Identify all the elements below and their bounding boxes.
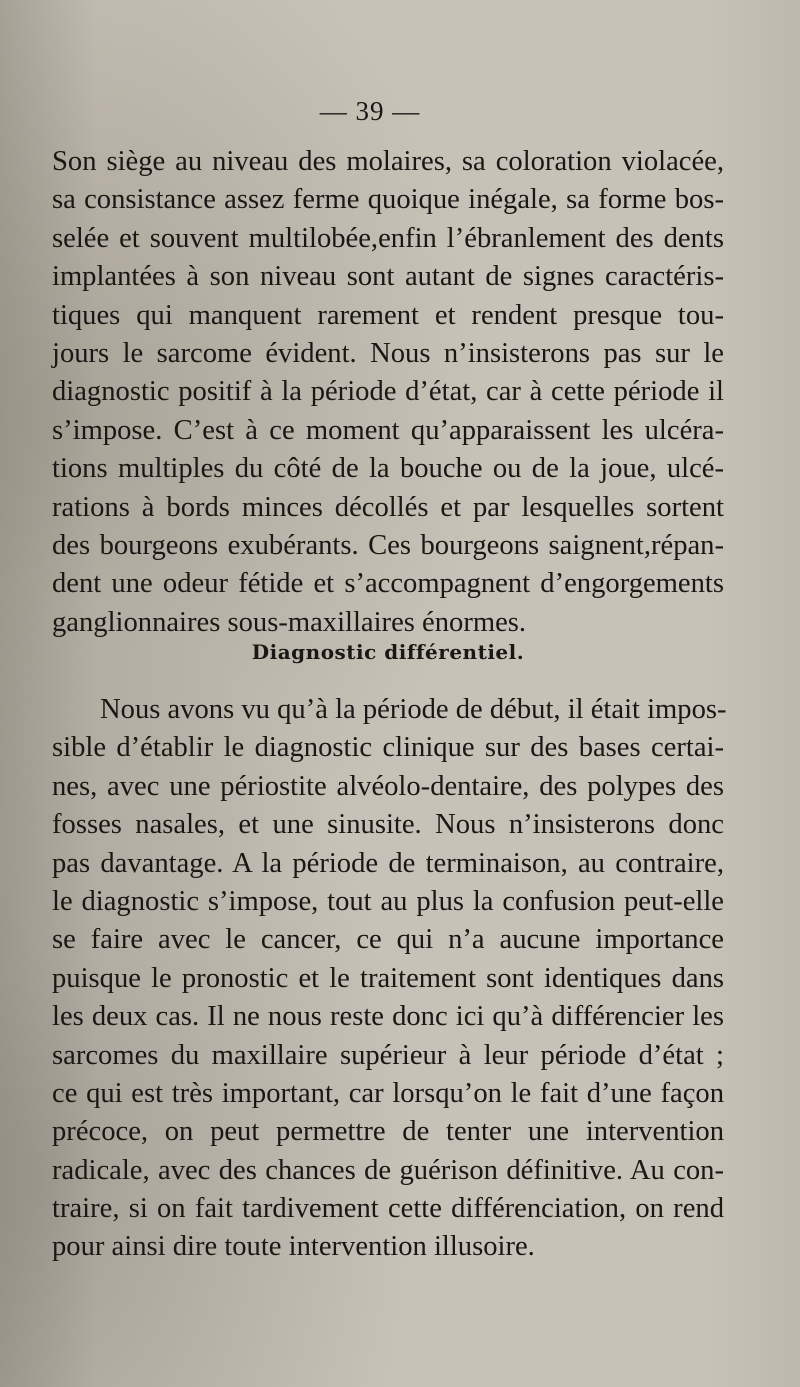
text-line: sarcomes du maxillaire supérieur à leur période d’état ;: [52, 1039, 724, 1071]
text-line: traire, si on fait tardivement cette différenciation, on rend: [52, 1193, 724, 1225]
text-line: jours le sarcome évident. Nous n’insisterons pas sur le: [52, 337, 724, 369]
text-line: tiques qui manquent rarement et rendent presque tou-: [52, 299, 724, 331]
text-line: s’impose. C’est à ce moment qu’apparaissent les ulcéra-: [52, 414, 724, 446]
text-line: tions multiples du côté de la bouche ou de la joue, ulcé-: [52, 453, 724, 485]
text-line: selée et souvent multilobée,enfin l’ébranlement des dents: [52, 222, 724, 254]
text-line: implantées à son niveau sont autant de signes caractéris-: [52, 261, 724, 293]
text-line: Son siège au niveau des molaires, sa coloration violacée,: [52, 146, 724, 177]
text-line: des bourgeons exubérants. Ces bourgeons saignent,répan-: [52, 529, 724, 561]
text-line: radicale, avec des chances de guérison définitive. Au con-: [52, 1154, 724, 1186]
text-line: ce qui est très important, car lorsqu’on le fait d’une façon: [52, 1077, 724, 1109]
text-line: ganglionnaires sous-maxillaires énormes.: [52, 606, 527, 638]
text-line: précoce, on peut permettre de tenter une intervention: [52, 1116, 724, 1148]
paragraph-differential-diagnosis: [52, 691, 727, 1267]
text-line: Nous avons vu qu’à la période de début, il était impos-: [100, 694, 727, 725]
text-line: se faire avec le cancer, ce qui n’a aucune importance: [52, 924, 724, 956]
text-line: sa consistance assez ferme quoique inégale, sa forme bos-: [52, 184, 724, 216]
text-line: dent une odeur fétide et s’accompagnent d’engorgements: [52, 568, 724, 600]
text-line: diagnostic positif à la période d’état, car à cette période il: [52, 376, 724, 408]
paragraph-sarcoma-signs: [52, 143, 724, 642]
text-line: le diagnostic s’impose, tout au plus la confusion peut-elle: [52, 885, 724, 917]
text-line: les deux cas. Il ne nous reste donc ici qu’à différencier les: [52, 1001, 724, 1033]
text-line: sible d’établir le diagnostic clinique sur des bases certai-: [52, 732, 724, 764]
page-number: — 39 —: [319, 96, 421, 126]
section-heading: Diagnostic différentiel.: [251, 640, 525, 664]
text-line: pour ainsi dire toute intervention illusoire.: [52, 1231, 535, 1263]
text-line: nes, avec une périostite alvéolo-dentaire, des polypes des: [52, 770, 724, 802]
text-line: pas davantage. A la période de terminaison, au contraire,: [52, 847, 724, 879]
text-line: fosses nasales, et une sinusite. Nous n’insisterons donc: [52, 809, 724, 841]
text-line: rations à bords minces décollés et par lesquelles sortent: [52, 491, 724, 523]
text-line: puisque le pronostic et le traitement sont identiques dans: [52, 962, 724, 994]
